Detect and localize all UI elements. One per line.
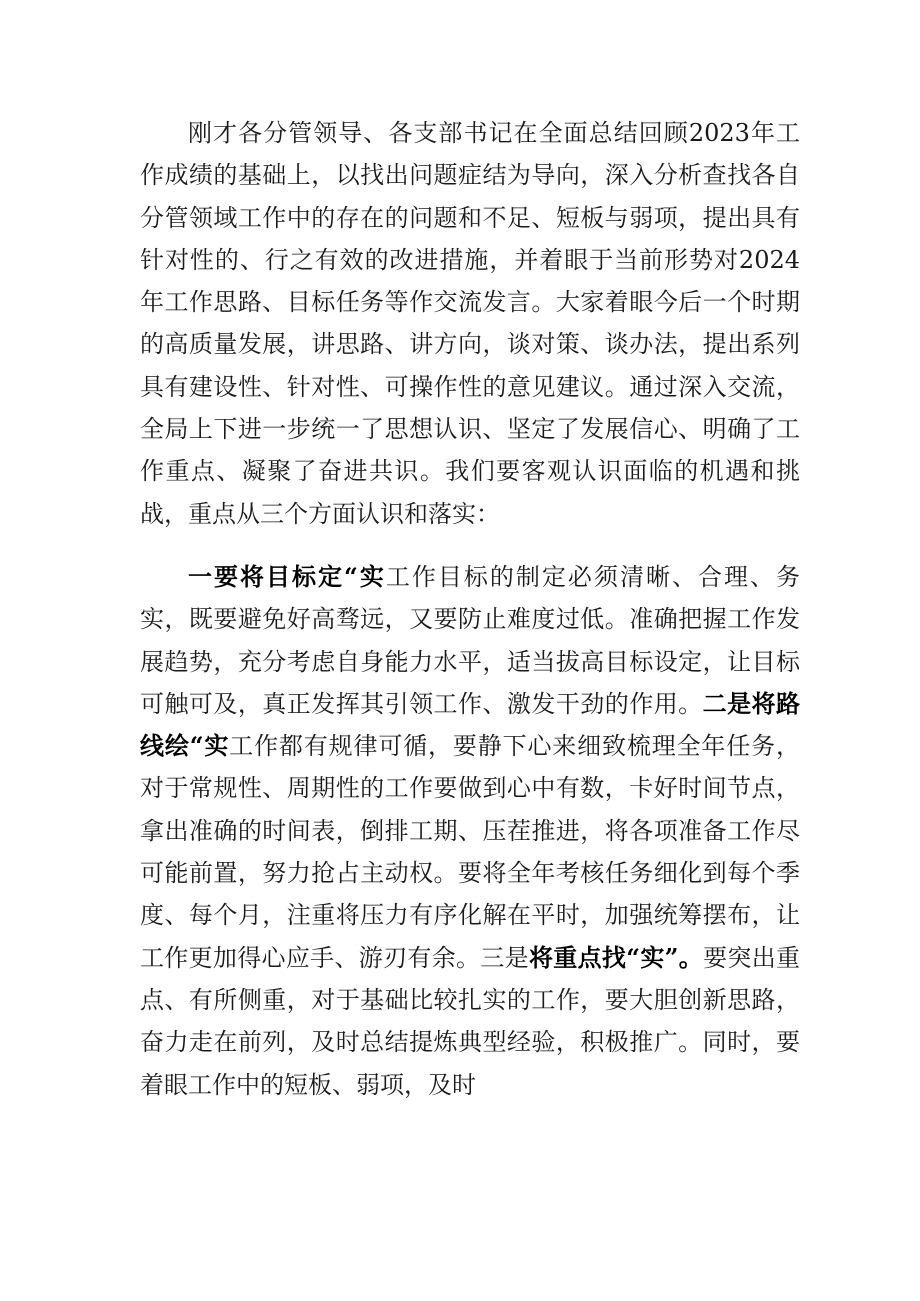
intro-text: 刚才各分管领导、各支部书记在全面总结回顾2023年工作成绩的基础上，以找出问题症结为导向，深入分析查找各自分管领域工作中的存在的问题和不足、短板与弱项，提出具有针对性的、行之有效的改进措施，并着眼于当前形势对2024年工作思路、目标任务等作交流发言。大家着眼今后一个时期的高质量发展，讲思路、讲方向，谈对策、谈办法，提出系列具有建设性、针对性、可操作性的意见建议。通过深入交流，全局上下进一步统一了思想认识、坚定了发展信心、明确了工作重点、凝聚了奋进共识。我们要客观认识面临的机遇和挑战，重点从三个方面认识和落实： bbox=[140, 119, 800, 528]
point-two-text: 工作都有规律可循，要静下心来细致梳理全年任务，对于常规性、周期性的工作要做到心中有数，卡好时间节点，拿出准确的时间表，倒排工期、压茬推进，将各项准备工作尽可能前置，努力抢占主动权。要将全年考核任务细化到每个季度、每个月，注重将压力有序化解在平时，加强统筹摆布，让工作更加得心应手、游刃有余。三是 bbox=[140, 732, 800, 972]
body-text bbox=[140, 112, 800, 1106]
point-three-text: 要突出重点、有所侧重，对于基础比较扎实的工作，要大胆创新思路，奋力走在前列，及时总结提炼典型经验，积极推广。同时，要着眼工作中的短板、弱项，及时 bbox=[140, 943, 801, 1099]
paragraph-intro bbox=[140, 112, 800, 535]
point-three-heading: 将重点找“实”。 bbox=[528, 942, 704, 972]
point-one-text: 工作目标的制定必须清晰、合理、务实，既要避免好高骛远，又要防止难度过低。准确把握工作发展趋势，充分考虑自身能力水平，适当拔高目标设定，让目标可触可及，真正发挥其引领工作、激发干劲的作用。 bbox=[140, 562, 800, 718]
paragraph-three-points bbox=[140, 556, 800, 1106]
point-one-heading: 一要将目标定“实 bbox=[188, 561, 386, 591]
point-two-heading: 二是将路线绘“实 bbox=[140, 688, 801, 761]
